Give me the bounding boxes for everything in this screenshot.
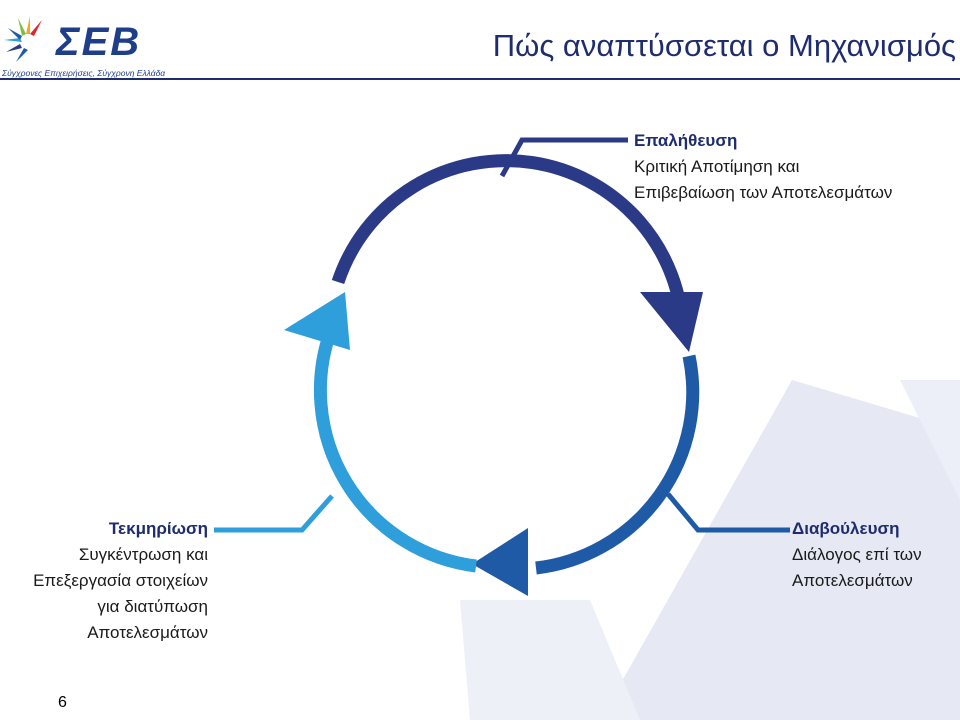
arrowhead-consultation	[472, 528, 528, 596]
arc-verification	[338, 161, 683, 334]
arrowhead-verification	[640, 292, 703, 352]
stage-documentation-heading: Τεκμηρίωση	[108, 519, 208, 538]
stage-verification	[634, 128, 892, 206]
stage-documentation	[33, 516, 208, 646]
arrowhead-documentation	[284, 292, 350, 350]
arc-documentation	[320, 330, 476, 566]
stage-verification-line: Κριτική Αποτίμηση και	[634, 157, 800, 176]
connector-consultation	[668, 494, 790, 530]
stage-documentation-line: για διατύπωση	[97, 597, 208, 616]
page-number: 6	[58, 694, 67, 711]
stage-verification-line: Επιβεβαίωση των Αποτελεσμάτων	[634, 183, 893, 202]
stage-documentation-line: Συγκέντρωση και	[78, 545, 208, 564]
connector-documentation	[214, 496, 332, 530]
stage-documentation-line: Αποτελεσμάτων	[87, 623, 208, 642]
logo-wordmark: ΣΕΒ	[56, 20, 142, 64]
stage-consultation-heading: Διαβούλευση	[792, 519, 900, 538]
stage-documentation-line: Επεξεργασία στοιχείων	[33, 571, 208, 590]
stage-consultation-line: Αποτελεσμάτων	[792, 571, 913, 590]
stage-consultation-line: Διάλογος επί των	[792, 545, 922, 564]
page-title: Πώς αναπτύσσεται ο Μηχανισμός	[492, 28, 956, 63]
logo-tagline: Σύγχρονες Επιχειρήσεις, Σύγχρονη Ελλάδα	[2, 68, 166, 78]
stage-consultation	[792, 516, 922, 594]
stage-verification-heading: Επαλήθευση	[634, 131, 738, 150]
arc-consultation	[536, 356, 693, 568]
